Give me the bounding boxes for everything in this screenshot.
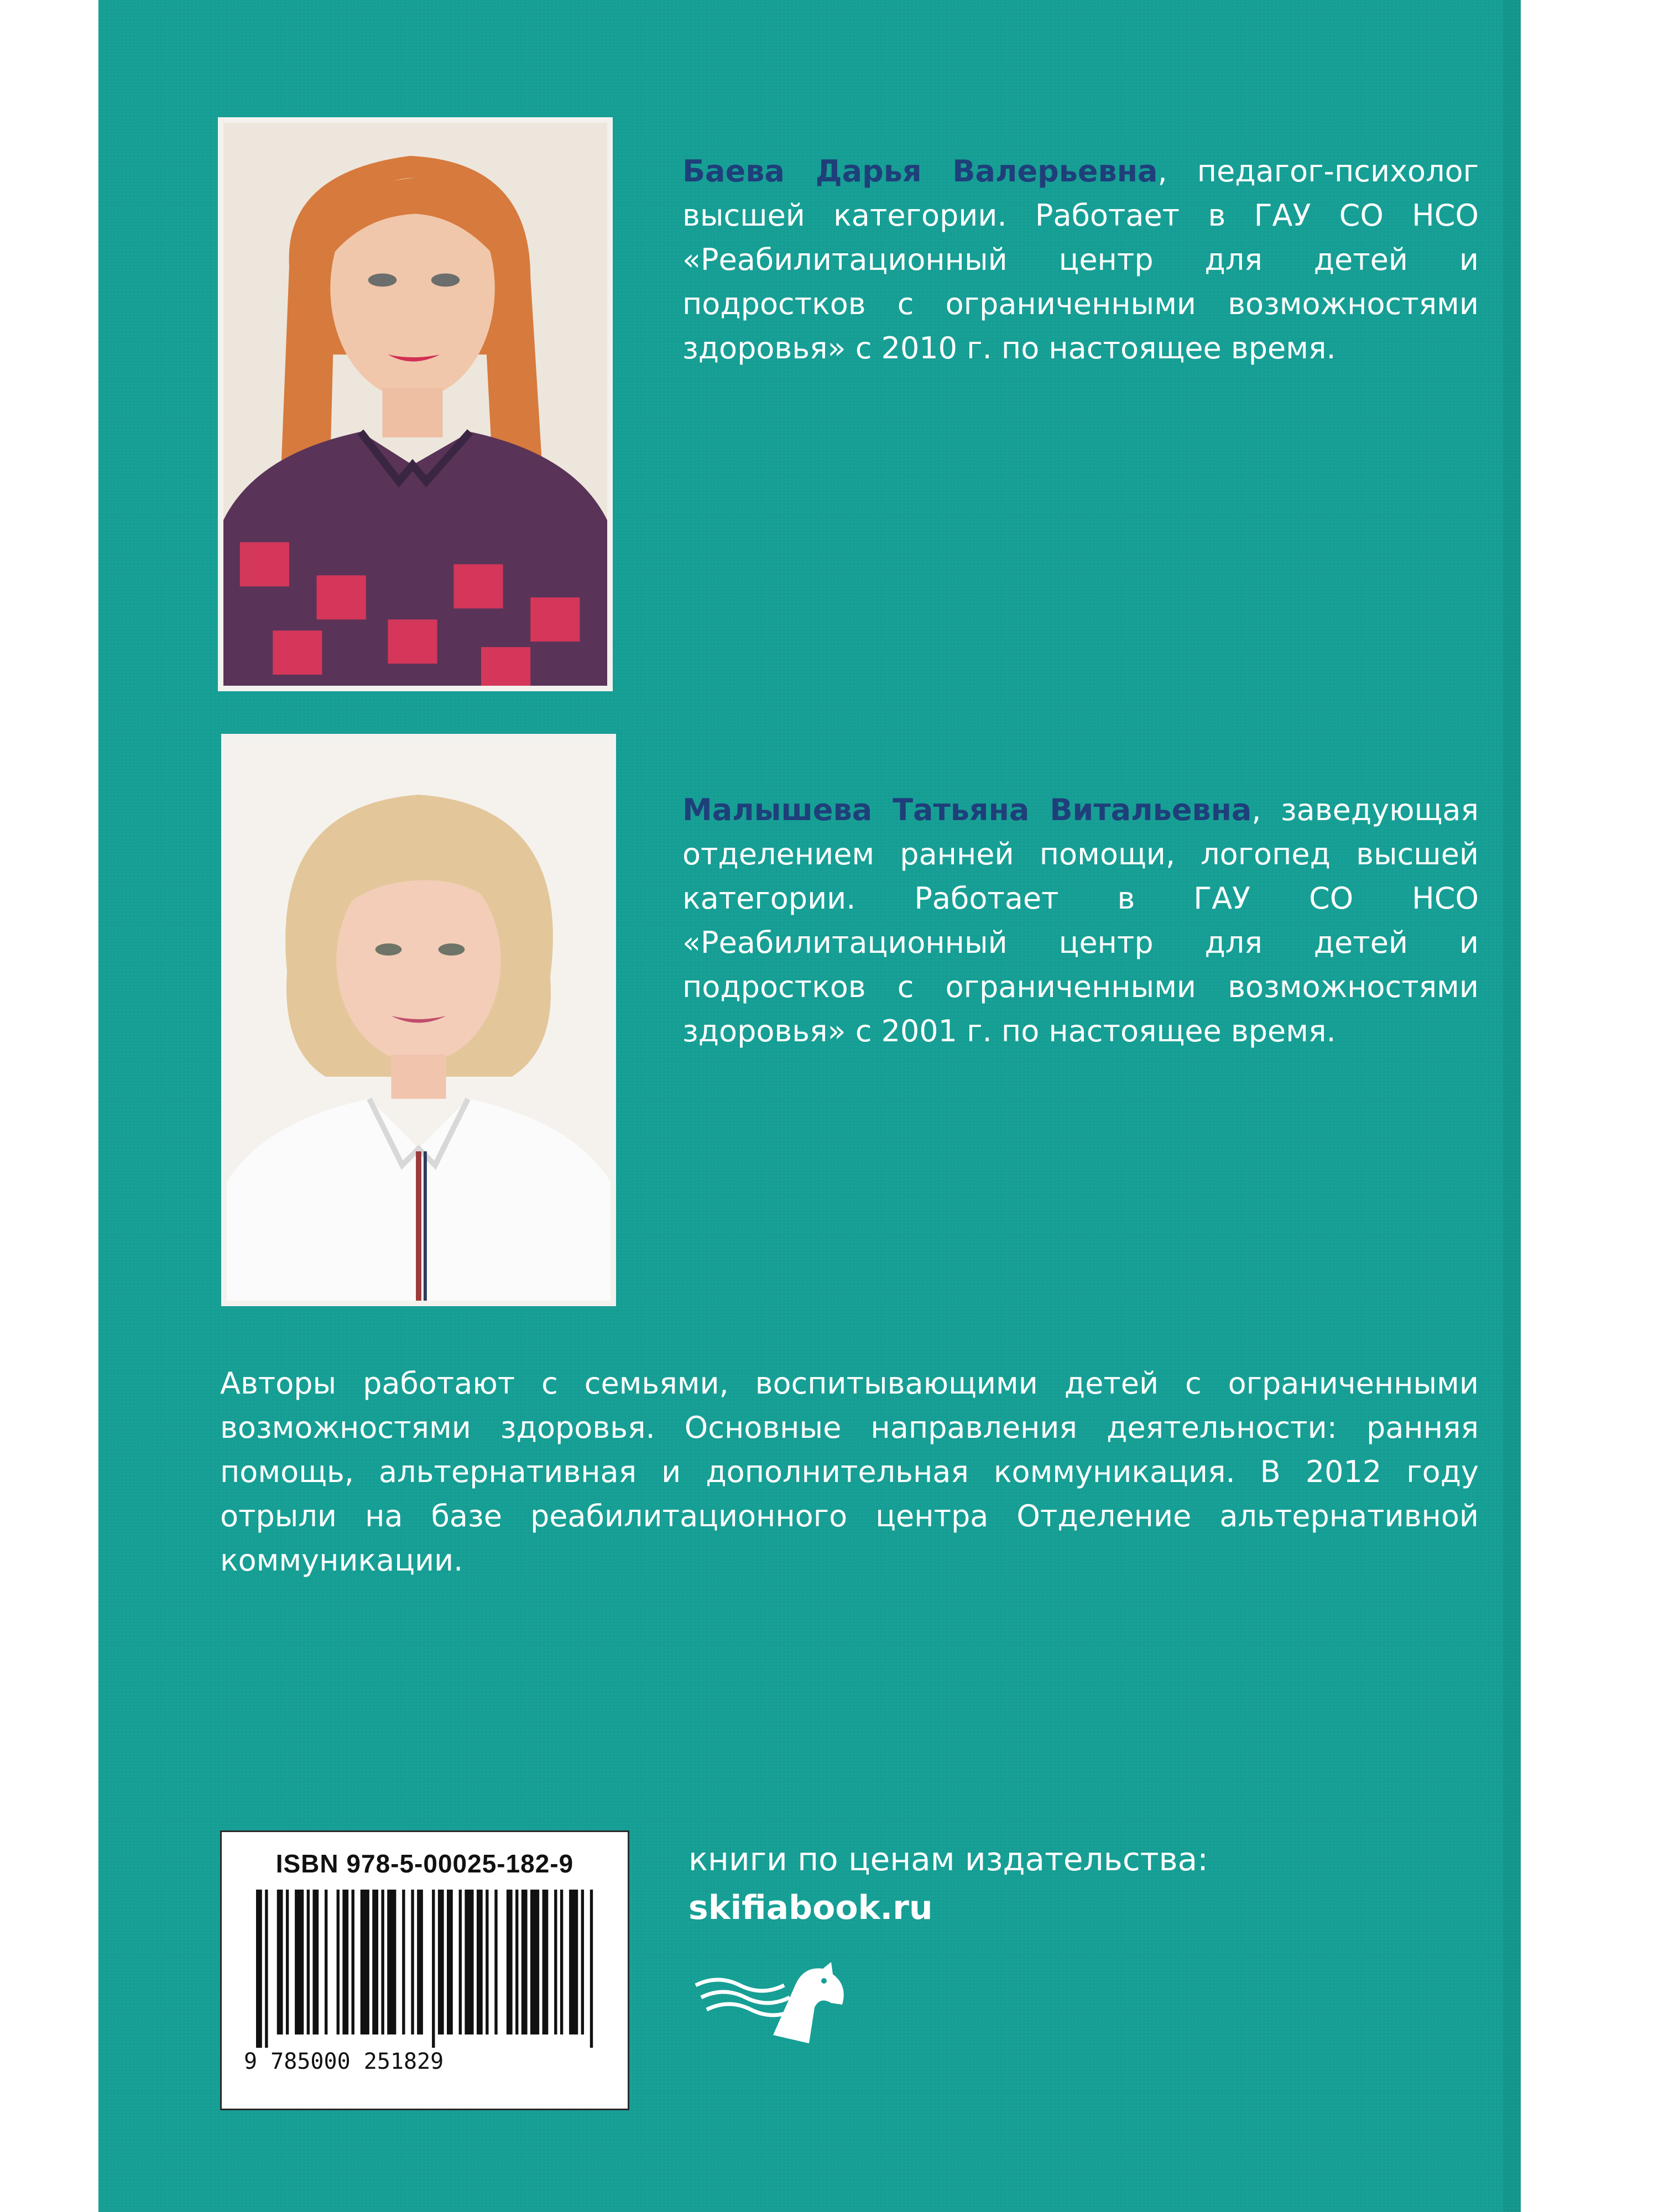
author-name: Малышева Татьяна Витальевна [682,792,1252,827]
barcode-bar [530,1890,539,2034]
barcode-bar [361,1890,369,2034]
barcode-bar [521,1890,528,2034]
spine-shadow [1503,0,1521,2212]
barcode-bar [411,1890,414,2034]
barcode-bar [581,1890,584,2034]
barcode-bar [277,1890,283,2034]
barcode-bar [465,1890,473,2034]
isbn-barcode-block [220,1830,629,2110]
publisher-website: skifiabook.ru [688,1888,933,1927]
barcode-bar [507,1890,513,2034]
barcode-bar [307,1890,310,2034]
publisher-promo [688,1835,1208,1932]
author-name: Баева Дарья Валерьевна [682,154,1158,189]
barcode-bar [515,1890,518,2034]
barcode-bar [381,1890,384,2034]
barcode-bar [590,1890,593,2048]
barcode-bar [256,1890,262,2048]
author-bio-baeva [682,149,1479,371]
author-description: , заведующая отделением ранней помощи, логопед высшей категории. Работает в ГАУ СО НСО «Реабилитационный центр для детей и подростков с ограниченными возможностями здоровья» с 2001 г. по настоящее время. [682,792,1479,1048]
barcode-bar [325,1890,327,2034]
barcode-bar [372,1890,378,2034]
barcode-digits: 9 785000 251829 [244,2049,444,2074]
barcode-bar [477,1890,483,2034]
barcode-bar [438,1890,444,2034]
barcode-bar [387,1890,396,2034]
barcode-bar [402,1890,405,2034]
barcode-bar [432,1890,435,2048]
barcode-bar [494,1890,497,2034]
barcode-bar [295,1890,304,2034]
book-back-cover [98,0,1521,2212]
authors-about-text: Авторы работают с семьями, воспитывающими детей с ограниченными возможностями здоровья. Основные направления деятельности: ранняя помощь, альтернативная и дополнительная коммуникация. В 2012 году отрыли на базе реабилитационного центра Отделение альтернативной коммуникации. [220,1366,1479,1578]
author-description: , педагог-психолог высшей категории. Работает в ГАУ СО НСО «Реабилитационный центр для детей и подростков с ограниченными возможностями здоровья» с 2010 г. по настоящее время. [682,154,1479,366]
barcode-bar [560,1890,563,2034]
author-photo-malysheva [221,734,616,1306]
isbn-label: ISBN 978-5-00025-182-9 [275,1849,574,1878]
author-bio-malysheva [682,788,1479,1053]
barcode-bar [312,1890,319,2034]
promo-text: книги по ценам издательства: [688,1840,1208,1878]
barcode-bar [286,1890,289,2034]
barcode-bar [352,1890,354,2034]
barcode-bar [265,1890,268,2048]
barcode-bar [554,1890,557,2034]
author-photo-baeva [218,117,613,691]
barcode-bar [447,1890,453,2034]
barcode-bar [542,1890,549,2034]
portrait-image [227,739,611,1301]
horse-and-waves-logo-icon [690,1952,851,2052]
barcode-bars [256,1890,599,2048]
barcode-bar [486,1890,488,2034]
barcode-bar [342,1890,348,2034]
barcode-bar [569,1890,578,2034]
portrait-image [223,123,607,686]
barcode-bar [417,1890,423,2034]
barcode-bar [459,1890,462,2034]
barcode-bar [337,1890,340,2034]
